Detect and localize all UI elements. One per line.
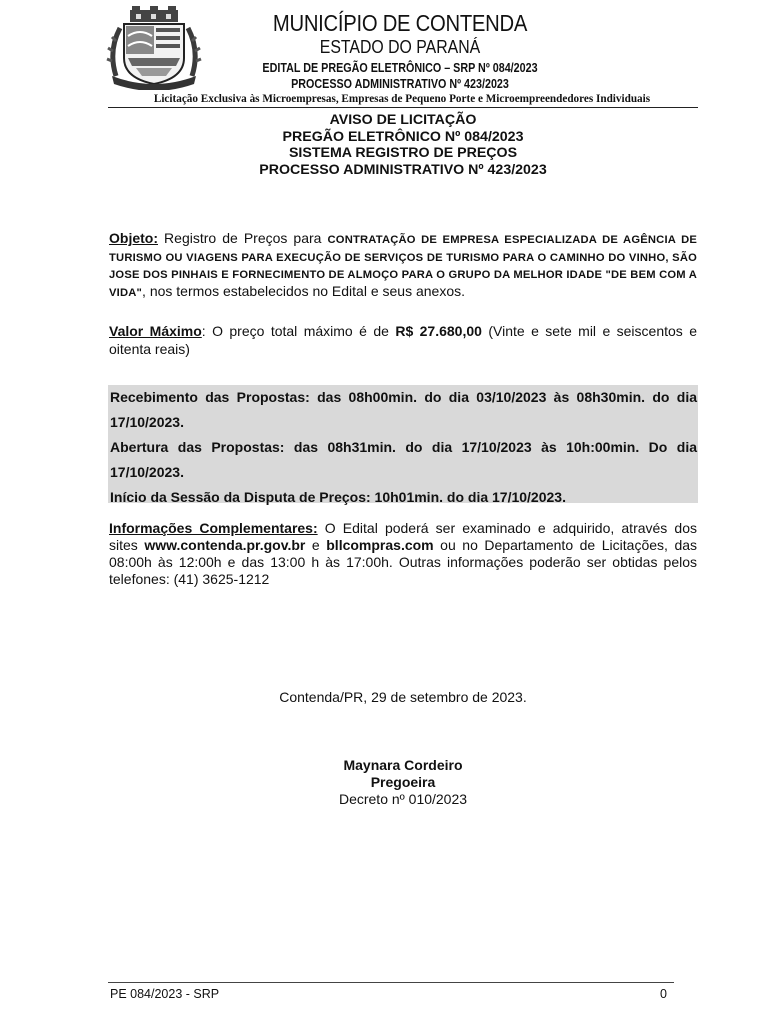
- objeto-label: Objeto:: [109, 230, 158, 246]
- site-link-bllcompras[interactable]: bllcompras.com: [326, 537, 434, 553]
- valor-text-after: (Vinte e sete mil e seiscentos e oitenta reais): [109, 323, 697, 357]
- info-conj: e: [311, 537, 320, 553]
- notice-pregao: PREGÃO ELETRÔNICO Nº 084/2023: [282, 128, 524, 145]
- info-label: Informações Complementares:: [109, 520, 318, 536]
- signer-name: Maynara Cordeiro: [343, 757, 463, 773]
- valor-text-before: : O preço total máximo é de: [201, 323, 389, 339]
- municipality-title: MUNICÍPIO DE CONTENDA: [272, 10, 528, 36]
- recebimento-line: Recebimento das Propostas: das 08h00min. do dia 03/10/2023 às 08h30min. do dia 17/10/2023.: [110, 389, 697, 430]
- objeto-paragraph: [109, 231, 697, 301]
- edital-subtitle: EDITAL DE PREGÃO ELETRÔNICO – SRP Nº 084/2023: [262, 61, 538, 75]
- header-divider: [108, 107, 698, 108]
- info-text2: ou no Departamento de Licitações, das 08:00h às 12:00h e das 13:00 h às 17:00h. Outras informações poderão ser obtidas pelos telefones: (41) 3625-1212: [109, 537, 698, 587]
- info-paragraph: [109, 520, 697, 588]
- inicio-line: Início da Sessão da Disputa de Preços: 10h01min. do dia 17/10/2023.: [110, 489, 566, 505]
- objeto-intro: Registro de Preços para: [164, 230, 322, 246]
- notice-title: AVISO DE LICITAÇÃO: [329, 112, 477, 128]
- signer-role: Pregoeira: [370, 774, 436, 790]
- footer-divider: [108, 982, 674, 983]
- municipal-coat-of-arms-icon: [106, 6, 202, 90]
- objeto-description: CONTRATAÇÃO DE EMPRESA ESPECIALIZADA DE AGÊNCIA DE TURISMO OU VIAGENS PARA EXECUÇÃO DE SERVIÇOS DE TURISMO PARA O CAMINHO DO VINHO, SÃO JOSE DOS PINHAIS E FORNECIMENTO DE ALMOÇO PARA O GRUPO DA MELHOR IDADE "DE BEM COM A VIDA": [109, 234, 698, 299]
- signature-block: [108, 757, 698, 808]
- notice-processo: PROCESSO ADMINISTRATIVO Nº 423/2023: [259, 161, 547, 178]
- info-text1: O Edital poderá ser examinado e adquirido, através dos sites: [109, 520, 697, 553]
- valor-label: Valor Máximo: [109, 323, 202, 339]
- notice-sistema: SISTEMA REGISTRO DE PREÇOS: [288, 145, 518, 162]
- site-link-contenda[interactable]: www.contenda.pr.gov.br: [144, 537, 306, 553]
- objeto-closing: , nos termos estabelecidos no Edital e seus anexos.: [142, 282, 466, 299]
- valor-amount: R$ 27.680,00: [395, 323, 482, 339]
- place-date: Contenda/PR, 29 de setembro de 2023.: [279, 689, 527, 705]
- footer-reference: PE 084/2023 - SRP: [110, 987, 220, 1001]
- dates-block: [110, 385, 697, 510]
- signer-decree: Decreto nº 010/2023: [338, 791, 468, 807]
- abertura-line: Abertura das Propostas: das 08h31min. do dia 17/10/2023 às 10h:00min. Do dia 17/10/2023.: [110, 439, 697, 480]
- state-title: ESTADO DO PARANÁ: [319, 37, 481, 57]
- notice-titles: [108, 112, 698, 178]
- valor-paragraph: [109, 322, 697, 358]
- processo-subtitle: PROCESSO ADMINISTRATIVO Nº 423/2023: [291, 77, 509, 91]
- footer-page-number: 0: [660, 987, 667, 1001]
- exclusivity-note: Licitação Exclusiva às Microempresas, Empresas de Pequeno Porte e Microempreendedores Individuais: [153, 93, 651, 105]
